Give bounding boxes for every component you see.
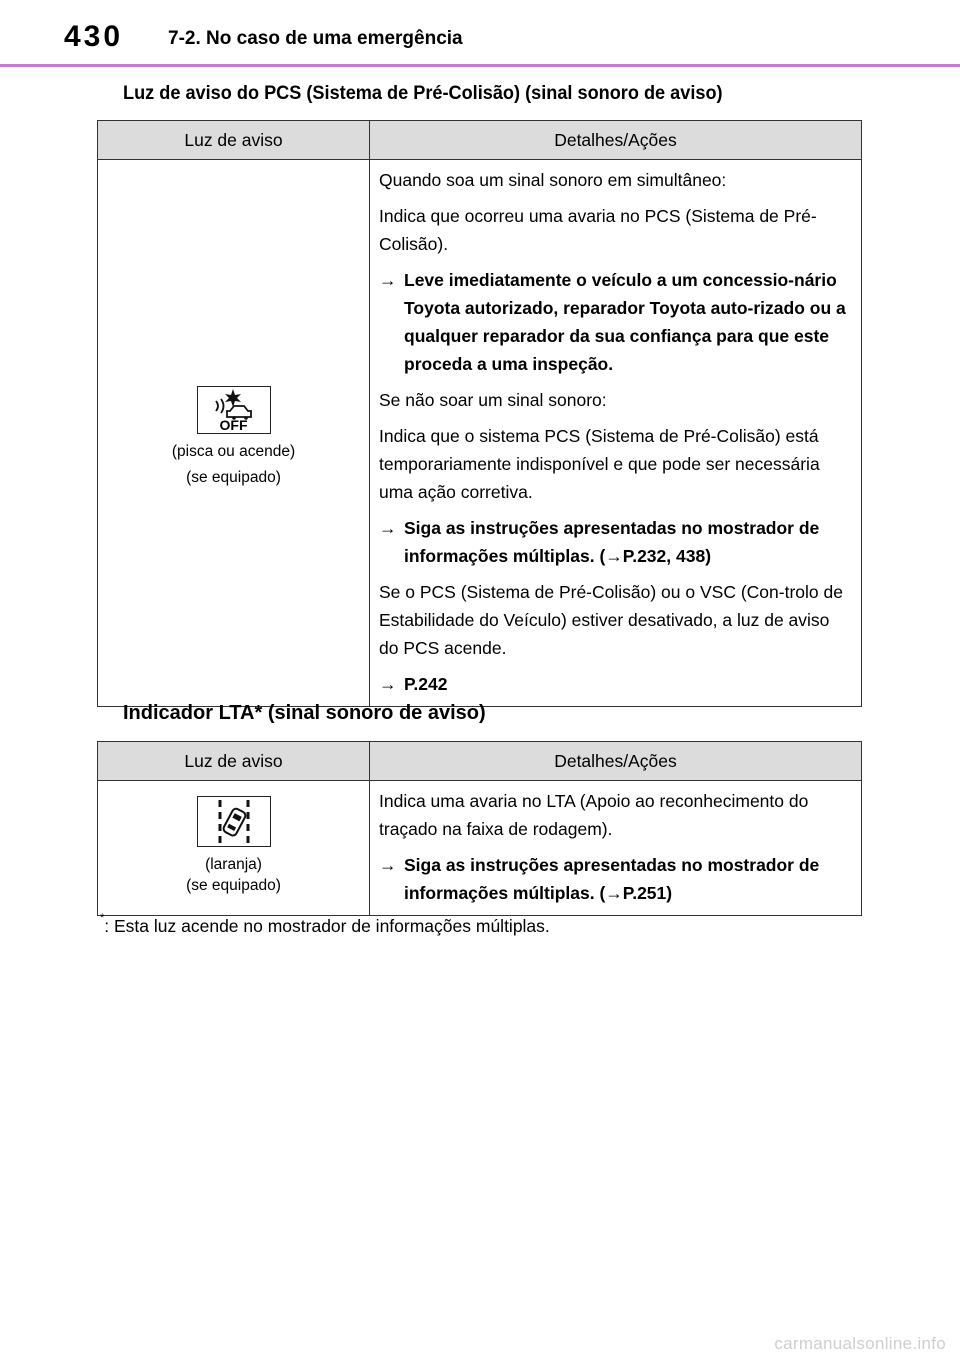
detail-text: Se o PCS (Sistema de Pré-Colisão) ou o VSC (Con-trolo de Estabilidade do Veículo) estiver desativado, a luz de aviso do PCS acende. [379, 582, 843, 658]
details-cell [370, 160, 862, 707]
lta-indicator-icon [197, 796, 271, 847]
icon-off-label: OFF [219, 417, 248, 433]
detail-text: Indica que o sistema PCS (Sistema de Pré-Colisão) está temporariamente indisponível e que pode ser necessária uma ação corretiva. [379, 426, 820, 502]
detail-text: Se não soar um sinal sonoro: [379, 390, 607, 410]
column-header-details: Detalhes/Ações [370, 742, 862, 781]
light-cell [98, 781, 370, 916]
action-text: Siga as instruções apresentadas no mostrador de informações múltiplas. (→P.232, 438) [404, 518, 820, 566]
table-row [98, 160, 862, 707]
detail-text: Quando soa um sinal sonoro em simultâneo: [379, 170, 727, 190]
arrow-icon: → [379, 674, 397, 694]
pcs-warning-table [97, 120, 862, 707]
icon-note: (se equipado) [186, 469, 281, 486]
action-item [379, 670, 853, 698]
table-header-row [98, 121, 862, 160]
header-rule [0, 64, 960, 67]
action-item [379, 514, 853, 570]
arrow-icon: → [379, 270, 397, 290]
action-text: Siga as instruções apresentadas no mostrador de informações múltiplas. (→P.251) [404, 855, 820, 903]
column-header-light: Luz de aviso [98, 121, 370, 160]
light-cell [98, 160, 370, 707]
details-cell [370, 781, 862, 916]
page-header [0, 0, 960, 68]
action-text: Leve imediatamente o veículo a um concessio-nário Toyota autorizado, reparador Toyota auto-rizado ou a qualquer reparador da sua confiança para que este proceda a uma inspeção. [404, 270, 846, 374]
arrow-icon: → [379, 855, 397, 875]
icon-note: (se equipado) [186, 877, 281, 894]
action-item [379, 851, 853, 907]
watermark: carmanualsonline.info [774, 1334, 946, 1353]
icon-note: (laranja) [205, 856, 262, 873]
section-title-pcs: Luz de aviso do PCS (Sistema de Pré-Colisão) (sinal sonoro de aviso) [123, 82, 723, 104]
action-item [379, 266, 853, 378]
detail-text: Indica uma avaria no LTA (Apoio ao reconhecimento do traçado na faixa de rodagem). [379, 791, 809, 839]
page-number: 430 [64, 20, 124, 53]
arrow-icon: → [379, 518, 397, 538]
column-header-light: Luz de aviso [98, 742, 370, 781]
icon-note: (pisca ou acende) [171, 443, 296, 460]
footnote [100, 912, 550, 937]
action-text: P.242 [404, 674, 448, 694]
table-row [98, 781, 862, 916]
footnote-text: : Esta luz acende no mostrador de informações múltiplas. [104, 916, 550, 936]
pcs-off-warning-icon [197, 386, 271, 434]
table-header-row [98, 742, 862, 781]
lta-warning-table [97, 741, 862, 916]
footnote-marker: * [100, 912, 105, 924]
detail-text: Indica que ocorreu uma avaria no PCS (Sistema de Pré-Colisão). [379, 206, 817, 254]
column-header-details: Detalhes/Ações [370, 121, 862, 160]
section-title-lta: Indicador LTA* (sinal sonoro de aviso) [123, 702, 486, 724]
chapter-title: 7-2. No caso de uma emergência [168, 28, 463, 49]
